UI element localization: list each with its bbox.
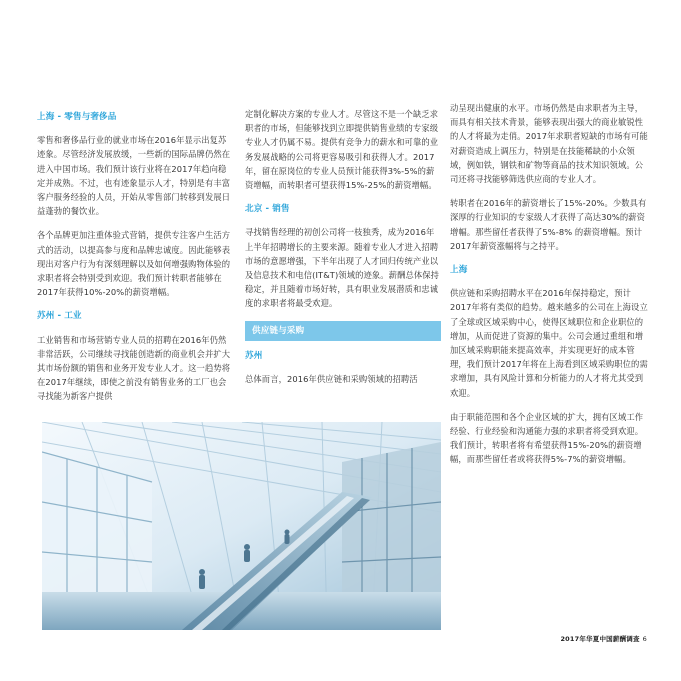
escalator-glass-atrium-photo-icon bbox=[42, 422, 441, 630]
section-heading-shanghai: 上海 bbox=[450, 265, 468, 276]
column-3 bbox=[450, 101, 648, 477]
footer-title: 2017年华夏中国薪酬调查 bbox=[560, 635, 640, 643]
paragraph: 零售和奢侈品行业的就业市场在2016年显示出复苏迹象。尽管经济发展放缓，一些新的国际品牌仍然在进入中国市场。我们预计该行业将在2017年趋向稳定并成熟。不过，也有迹象显示人才，特别是有丰富客户服务经验的人员，开始从零售部门转移到发展日益蓬勃的餐饮业。 bbox=[37, 135, 231, 217]
section-band-supply-chain: 供应链与采购 bbox=[245, 321, 441, 341]
escalator-photo bbox=[42, 422, 441, 630]
paragraph: 动呈现出健康的水平。市场仍然是由求职者为主导，而具有相关技术背景，能够表现出强大的商业敏锐性的人才将最为走俏。2017年求职者短缺的市场有可能对薪资造成上调压力，特别是在技能稀缺的小众领域，例如铁，钢铁和矿物等商品的技术知识领域。公司还将寻找能够筛选供应商的专业人才。 bbox=[450, 103, 648, 185]
page-number: 6 bbox=[642, 635, 647, 643]
paragraph: 转职者在2016年的薪资增长了15%-20%。少数具有深厚的行业知识的专家级人才获得了高达30%的薪资增幅。那些留任者获得了5%-8% 的薪资增幅。预计2017年薪资涨幅将与之持平。 bbox=[450, 198, 647, 251]
section-heading-suzhou: 苏州 bbox=[245, 350, 263, 361]
paragraph: 由于职能范围和各个企业区域的扩大，拥有区域工作经验、行业经验和沟通能力强的求职者将受到欢迎。我们预计，转职者将有希望获得15%-20%的薪资增幅，而那些留任者或将获得5%-7%的薪资增幅。 bbox=[450, 411, 644, 465]
column-2 bbox=[245, 107, 441, 396]
paragraph: 工业销售和市场营销专业人员的招聘在2016年仍然非常活跃，公司继续寻找能创造新的商业机会并扩大其市场份额的销售和业务开发专业人才。这一趋势将在2017年继续，即使之前没有销售业务的工厂也会寻找能为新客户提供 bbox=[37, 334, 231, 402]
column-1 bbox=[37, 110, 234, 414]
paragraph: 寻找销售经理的初创公司将一枝独秀，成为2016年上半年招聘增长的主要来源。随着专业人才进入招聘市场的意愿增强，下半年出现了人才回归传统产业以及信息技术和电信(IT&T)领域的迹象。薪酬总体保持稳定，并且随着市场好转，具有职业发展潜质和忠诚度的求职者将最受欢迎。 bbox=[245, 227, 440, 309]
paragraph: 定制化解决方案的专业人才。尽管这不是一个缺乏求职者的市场，但能够找到立即提供销售业绩的专家级专业人才仍属不易。提供有竞争力的薪水和可靠的业务发展战略的公司将更容易吸引和获得人才。2017年，留在原岗位的专业人员预计能获得3%-5%的薪资增幅，而转职者可望获得15%-25%的薪资增幅。 bbox=[245, 109, 439, 191]
page-footer bbox=[560, 634, 647, 644]
section-heading-shanghai-retail: 上海 - 零售与奢侈品 bbox=[37, 112, 117, 122]
section-heading-suzhou-industrial: 苏州 - 工业 bbox=[37, 311, 82, 322]
paragraph: 总体而言，2016年供应链和采购领域的招聘活 bbox=[245, 373, 418, 384]
paragraph: 供应链和采购招聘水平在2016年保持稳定，预计2017年将有类似的趋势。越来越多的公司在上海设立了全球或区域采购中心，使得区域职位和企业职位的增加，从而促进了资源的集中。公司会通过重组和增加区域采购职能来提高效率，并实现更好的成本管理，我们预计2017年将在上海看到区域采购职位的需求增加，具有风险计算和分析能力的人才将尤其受到欢迎。 bbox=[450, 288, 648, 398]
section-heading-beijing-sales: 北京 - 销售 bbox=[245, 204, 290, 215]
paragraph: 各个品牌更加注重体验式营销，提供专注客户生活方式的活动，以提高参与度和品牌忠诚度。因此能够表现出对客户行为有深刻理解以及如何增强购物体验的求职者将会特别受到欢迎。我们预计转职者能够在2017年获得10%-20%的薪资增幅。 bbox=[37, 230, 231, 298]
